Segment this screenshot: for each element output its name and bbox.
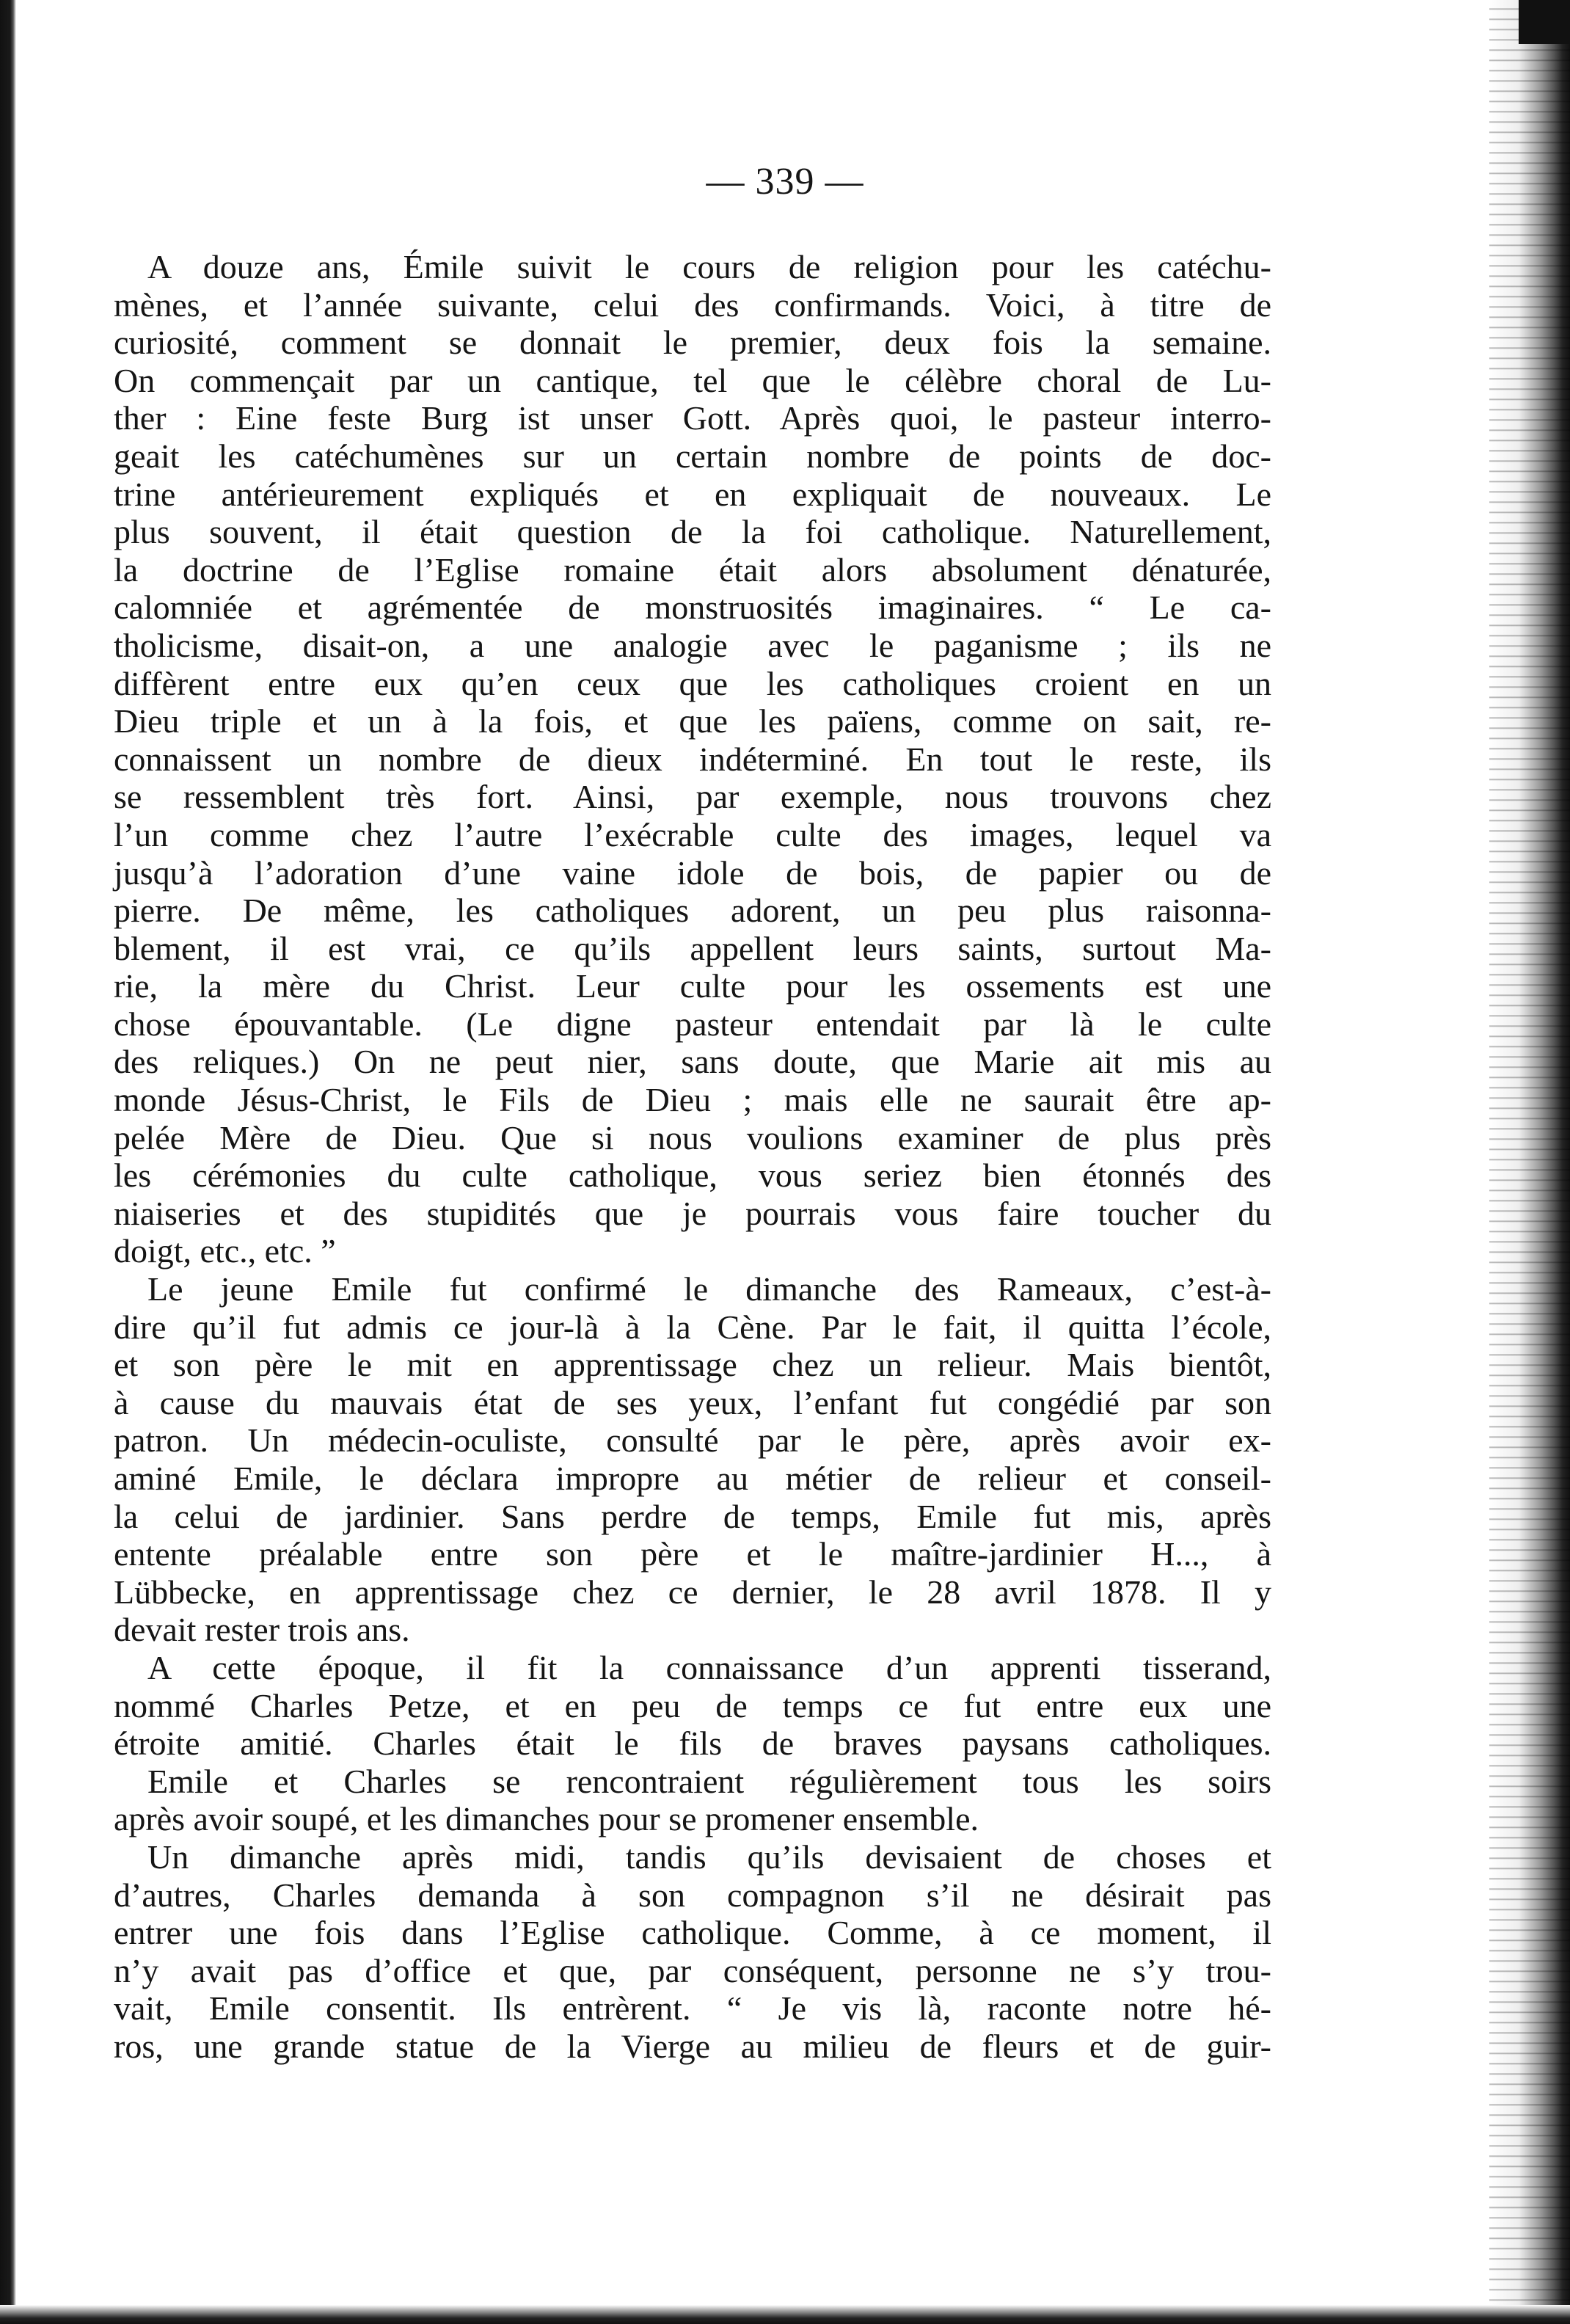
text-line: ros, une grande statue de la Vierge au milieu de fleurs et de guir- [114, 2027, 1271, 2065]
scan-left-edge [0, 0, 16, 2324]
text-line: les cérémonies du culte catholique, vous seriez bien étonnés des [114, 1156, 1271, 1195]
text-line: pelée Mère de Dieu. Que si nous voulions examiner de plus près [114, 1118, 1271, 1156]
text-line: à cause du mauvais état de ses yeux, l’enfant fut congédié par son [114, 1383, 1271, 1421]
text-line: curiosité, comment se donnait le premier, deux fois la semaine. [114, 324, 1271, 362]
text-line: la doctrine de l’Eglise romaine était alors absolument dénaturée, [114, 550, 1271, 589]
text-line: n’y avait pas d’office et que, par conséquent, personne ne s’y trou- [114, 1951, 1271, 1989]
text-line: calomniée et agrémentée de monstruosités imaginaires. “ Le ca- [114, 589, 1271, 627]
text-line: entente préalable entre son père et le maître-jardinier H..., à [114, 1535, 1271, 1573]
text-line: Dieu triple et un à la fois, et que les païens, comme on sait, re- [114, 702, 1271, 740]
text-line: mènes, et l’année suivante, celui des confirmands. Voici, à titre de [114, 285, 1271, 324]
text-line: On commençait par un cantique, tel que le célèbre choral de Lu- [114, 361, 1271, 399]
text-line: ther : Eine feste Burg ist unser Gott. Après quoi, le pasteur interro- [114, 399, 1271, 437]
text-line: rie, la mère du Christ. Leur culte pour les ossements est une [114, 967, 1271, 1005]
scan-corner [1519, 0, 1570, 44]
page-number: — 339 — [706, 161, 864, 203]
text-line: Le jeune Emile fut confirmé le dimanche des Rameaux, c’est-à- [147, 1270, 1271, 1308]
body-text [114, 248, 1271, 2066]
text-line: devait rester trois ans. [114, 1611, 410, 1649]
text-line: vait, Emile consentit. Ils entrèrent. “ Je vis là, raconte notre hé- [114, 1989, 1271, 2028]
text-line: jusqu’à l’adoration d’une vaine idole de bois, de papier ou de [114, 853, 1271, 892]
text-line: aminé Emile, le déclara impropre au métier de relieur et conseil- [114, 1460, 1271, 1497]
text-line: l’un comme chez l’autre l’exécrable culte des images, lequel va [114, 815, 1271, 853]
text-line: A douze ans, Émile suivit le cours de religion pour les catéchu- [147, 248, 1271, 285]
text-line: plus souvent, il était question de la foi catholique. Naturellement, [114, 513, 1271, 551]
text-line: Lübbecke, en apprentissage chez ce dernier, le 28 avril 1878. Il y [114, 1573, 1271, 1611]
text-line: des reliques.) On ne peut nier, sans doute, que Marie ait mis au [114, 1043, 1271, 1081]
text-line: nommé Charles Petze, et en peu de temps ce fut entre eux une [114, 1686, 1271, 1724]
text-line: chose épouvantable. (Le digne pasteur entendait par là le culte [114, 1005, 1271, 1043]
text-line: blement, il est vrai, ce qu’ils appellent leurs saints, surtout Ma- [114, 929, 1271, 967]
text-line: la celui de jardinier. Sans perdre de temps, Emile fut mis, après [114, 1497, 1271, 1535]
text-line: entrer une fois dans l’Eglise catholique. Comme, à ce moment, il [114, 1914, 1271, 1952]
text-line: niaiseries et des stupidités que je pourrais vous faire toucher du [114, 1194, 1271, 1232]
text-line: Un dimanche après midi, tandis qu’ils devisaient de choses et [147, 1837, 1271, 1876]
text-line: et son père le mit en apprentissage chez un relieur. Mais bientôt, [114, 1346, 1271, 1384]
text-line: tholicisme, disait-on, a une analogie avec le paganisme ; ils ne [114, 626, 1271, 664]
text-line: dire qu’il fut admis ce jour-là à la Cène. Par le fait, il quitta l’école, [114, 1308, 1271, 1346]
scan-bottom-edge [0, 2305, 1570, 2324]
scan-right-edge [1489, 0, 1570, 2324]
text-line: diffèrent entre eux qu’en ceux que les catholiques croient en un [114, 664, 1271, 702]
text-line: Emile et Charles se rencontraient régulièrement tous les soirs [147, 1762, 1271, 1800]
text-line: d’autres, Charles demanda à son compagnon s’il ne désirait pas [114, 1876, 1271, 1914]
text-line: geait les catéchumènes sur un certain nombre de points de doc- [114, 437, 1271, 475]
text-line: trine antérieurement expliqués et en expliquait de nouveaux. Le [114, 475, 1271, 513]
text-line: après avoir soupé, et les dimanches pour se promener ensemble. [114, 1800, 979, 1838]
text-line: patron. Un médecin-oculiste, consulté par le père, après avoir ex- [114, 1421, 1271, 1460]
text-line: doigt, etc., etc. ” [114, 1232, 336, 1270]
text-line: monde Jésus-Christ, le Fils de Dieu ; mais elle ne saurait être ap- [114, 1081, 1271, 1119]
text-line: A cette époque, il fit la connaissance d’un apprenti tisserand, [147, 1648, 1271, 1686]
text-line: pierre. De même, les catholiques adorent, un peu plus raisonna- [114, 892, 1271, 930]
text-line: se ressemblent très fort. Ainsi, par exemple, nous trouvons chez [114, 778, 1271, 816]
text-line: connaissent un nombre de dieux indéterminé. En tout le reste, ils [114, 740, 1271, 778]
text-line: étroite amitié. Charles était le fils de braves paysans catholiques. [114, 1724, 1271, 1763]
